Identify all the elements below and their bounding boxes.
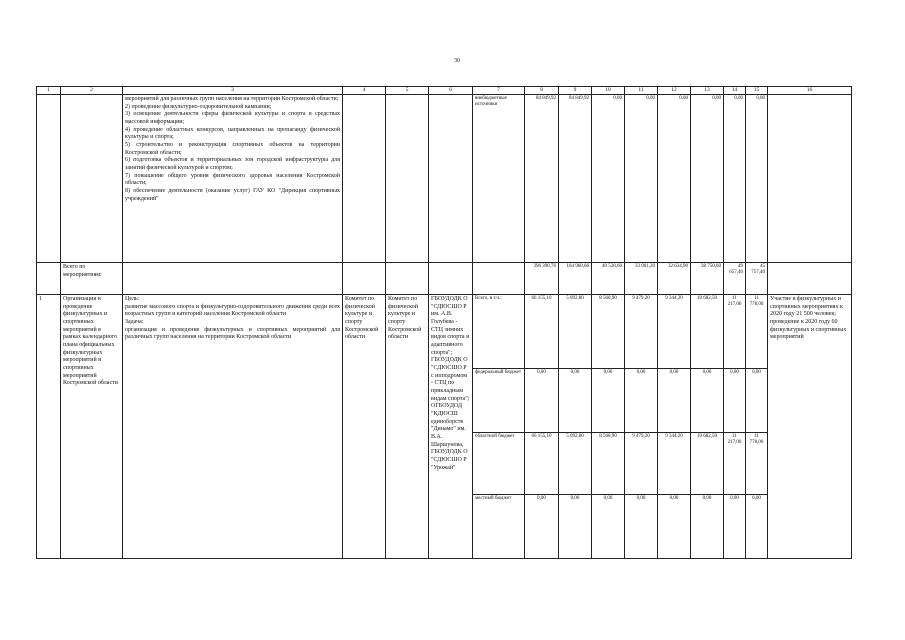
item-number: 1 [37, 295, 61, 559]
funding-value: 11 217,00 [724, 295, 746, 369]
item-participants: ГБОУДОДК О "СДЮСШО Р им. А.В. Голубева - СТЦ зимних видов спорта и адаптивного спорта"; ГБОУДОДК О "СДЮСШО Р с ипподромом - СТЦ по прикладным видам спорта"; ОГБОУДОД "КДЮСШ единоборств "Динамо" им. В.А. Шаршунова, ГБОУДОДК О "СДЮСШО Р "Урожай" [429, 295, 473, 559]
column-number: 9 [559, 87, 592, 95]
funding-source: местный бюджет [473, 495, 525, 559]
total-value: 40 528,60 [592, 263, 625, 295]
column-number: 15 [746, 87, 768, 95]
column-number-row [37, 87, 852, 95]
column-number: 4 [343, 87, 386, 95]
column-number: 12 [658, 87, 691, 95]
content-line: мероприятий для различных групп населения на территории Костромской области; [125, 96, 339, 103]
total-value: 45 757,40 [746, 263, 768, 295]
funding-value: 10 682,50 [691, 433, 724, 495]
column-number: 6 [429, 87, 473, 95]
item-coexecutor: Комитет по физической культуре и спорту Костромской области [386, 295, 429, 559]
total-value: 32 634,90 [658, 263, 691, 295]
column-number: 13 [691, 87, 724, 95]
funding-value: 0,00 [559, 369, 592, 433]
total-label: Всего по мероприятиям: [61, 263, 123, 295]
item-name: Организация и проведение физкультурных и спортивных мероприятий в рамках календарного плана официальных физкультурных мероприятий и спортивных мероприятий Костромской области [61, 295, 123, 559]
funding-value: 11 778,00 [746, 433, 768, 495]
funding-source: областной бюджет [473, 433, 525, 495]
total-value: 396 390,76 [525, 263, 559, 295]
funding-value: 0,00 [658, 495, 691, 559]
funding-value: 84 849,92 [525, 95, 559, 263]
funding-value: 5 092,80 [559, 295, 592, 369]
funding-value: 0,00 [658, 369, 691, 433]
column-number: 1 [37, 87, 61, 95]
content-line: 7) повышение общего уровня физического здоровья населения Костромской области; [125, 172, 340, 187]
funding-value: 0,00 [691, 495, 724, 559]
funding-value: 11 217,00 [724, 433, 746, 495]
funding-value: 0,00 [746, 95, 768, 263]
column-number: 14 [724, 87, 746, 95]
funding-value: 11 778,00 [746, 295, 768, 369]
funding-value: 0,00 [625, 95, 658, 263]
item-result: Участие в физкультурных и спортивных мероприятиях к 2020 году 21 500 человек; проведение к 2020 году 60 физкультурных и спортивных мероприятий [768, 295, 852, 559]
total-value: 38 750,60 [691, 263, 724, 295]
column-number: 16 [768, 87, 852, 95]
funding-value: 9 479,20 [625, 433, 658, 495]
funding-source: Всего, в т.ч.: [473, 295, 525, 369]
funding-value: 0,00 [525, 369, 559, 433]
funding-value: 9 479,20 [625, 295, 658, 369]
funding-value: 0,00 [592, 369, 625, 433]
column-number: 10 [592, 87, 625, 95]
funding-value: 0,00 [559, 495, 592, 559]
total-row [37, 263, 852, 295]
content-line: 8) обеспечение деятельности (оказание услуг) ГАУ КО "Дирекция спортивных учреждений" [125, 188, 340, 202]
funding-value: 0,00 [658, 95, 691, 263]
funding-value: 8 560,90 [592, 433, 625, 495]
item-row [37, 295, 852, 369]
total-value: 49 657,40 [724, 263, 746, 295]
funding-value: 0,00 [625, 369, 658, 433]
funding-value: 0,00 [525, 495, 559, 559]
column-number: 8 [525, 87, 559, 95]
content-line: 6) подготовка объектов и территориальных зон городской инфраструктуры для занятий физической культурой и спортом; [125, 157, 340, 172]
funding-value: 0,00 [592, 495, 625, 559]
total-value: 33 001,20 [625, 263, 658, 295]
funding-value: 0,00 [691, 369, 724, 433]
funding-value: 9 344,20 [658, 433, 691, 495]
funding-value: 0,00 [724, 495, 746, 559]
column-number: 5 [386, 87, 429, 95]
funding-value: 0,00 [691, 95, 724, 263]
page-number: 30 [454, 58, 460, 64]
funding-source: внебюджетные источники [473, 95, 525, 263]
column-number: 2 [61, 87, 123, 95]
funding-value: 9 344,20 [658, 295, 691, 369]
funding-value: 0,00 [724, 369, 746, 433]
funding-value: 0,00 [724, 95, 746, 263]
content-line: 4) проведение областных конкурсов, направленных на пропаганду физической культуры и спорта; [125, 126, 340, 141]
continuation-content [123, 95, 343, 263]
column-number: 7 [473, 87, 525, 95]
funding-value: 66 155,10 [525, 433, 559, 495]
funding-value: 66 155,10 [525, 295, 559, 369]
funding-value: 0,00 [625, 495, 658, 559]
funding-source: федеральный бюджет [473, 369, 525, 433]
funding-value: 5 092,80 [559, 433, 592, 495]
funding-value: 84 849,92 [559, 95, 592, 263]
continuation-row [37, 95, 852, 263]
content-line: 3) освещение деятельности сферы физической культуры и спорта в средствах массовой информации; [125, 111, 340, 126]
content-line: 2) проведение физкультурно-оздоровительной кампании; [125, 103, 272, 110]
funding-value: 0,00 [746, 369, 768, 433]
funding-value: 0,00 [592, 95, 625, 263]
content-line: 5) строительство и реконструкция спортивных объектов на территории Костромской области; [125, 142, 340, 156]
column-number: 3 [123, 87, 343, 95]
item-description: Цель: развитие массового спорта и физкультурно-оздоровительного движения среди всех возрастных групп и категорий населения Костромской области Задача: организация и проведение физкультурных и спортивных мероприятий для различных групп населения на территории Костромской области [123, 295, 343, 559]
funding-value: 10 682,50 [691, 295, 724, 369]
funding-value: 0,00 [746, 495, 768, 559]
funding-value: 8 560,90 [592, 295, 625, 369]
total-value: 164 960,66 [559, 263, 592, 295]
program-table [36, 86, 852, 559]
column-number: 11 [625, 87, 658, 95]
item-responsible: Комитет по физической культуре и спорту Костромской области [343, 295, 386, 559]
